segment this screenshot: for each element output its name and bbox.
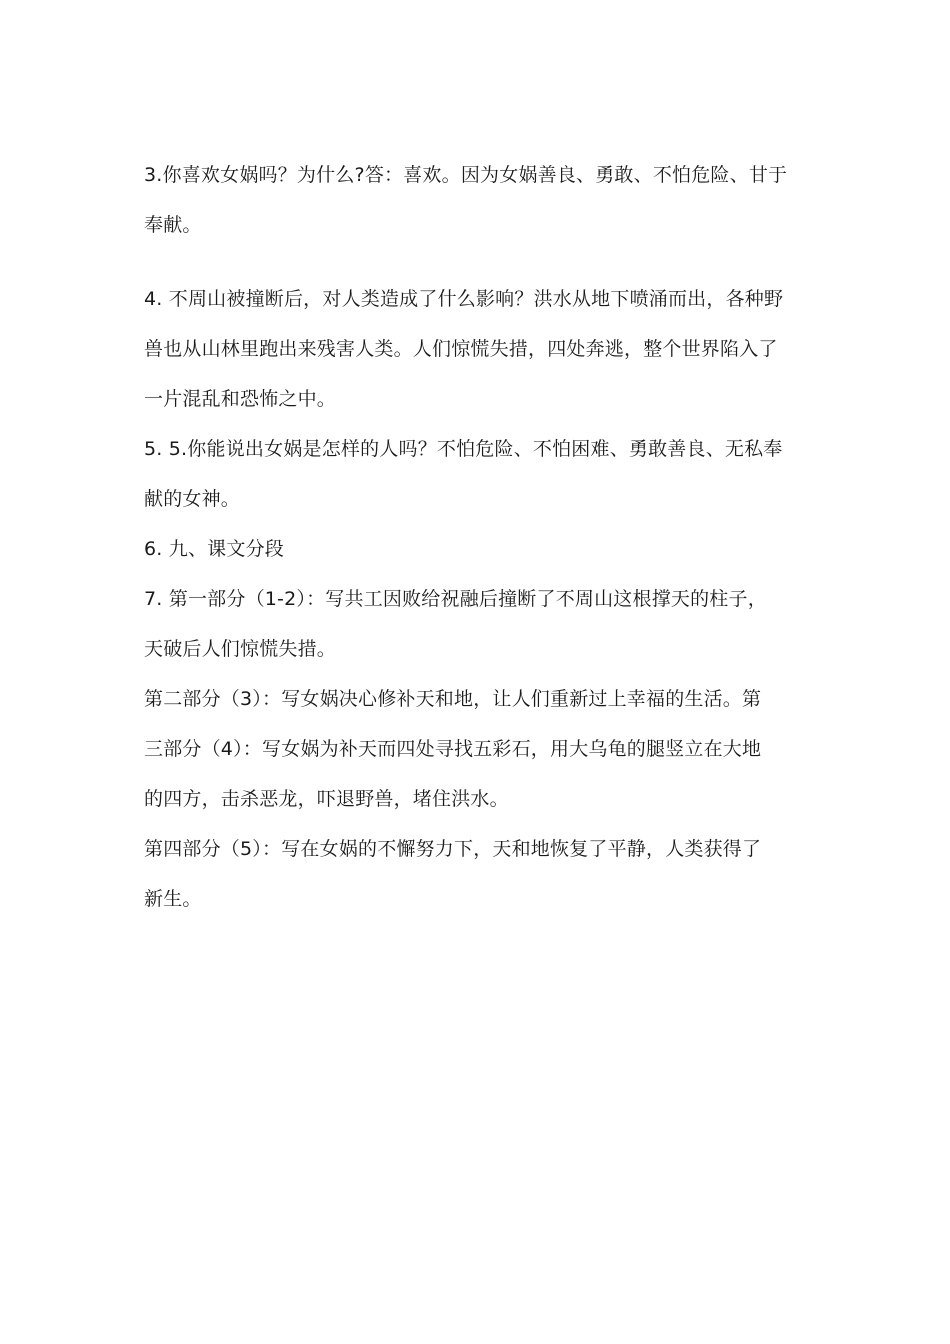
item7-line-1: 7. 第一部分（1-2）：写共工因败给祝融后撞断了不周山这根撑天的柱子， [144,588,767,610]
q4-line-2: 兽也从山林里跑出来残害人类。人们惊慌失措，四处奔逃，整个世界陷入了 [144,338,778,360]
q4-line-3: 一片混乱和恐怖之中。 [144,388,337,410]
item7-line-2: 天破后人们惊慌失措。 [144,638,337,660]
q5-line-1: 5. 5.你能说出女娲是怎样的人吗？不怕危险、不怕困难、勇敢善良、无私奉 [144,438,783,460]
part3-line-2: 的四方，击杀恶龙，吓退野兽，堵住洪水。 [144,788,509,810]
item6-heading: 6. 九、课文分段 [144,538,284,560]
q3-line-2: 奉献。 [144,214,202,236]
part4-line-2: 新生。 [144,888,202,910]
q4-line-1: 4. 不周山被撞断后，对人类造成了什么影响？洪水从地下喷涌而出，各种野 [144,288,784,310]
q5-line-2: 献的女神。 [144,488,241,510]
part2-line-1: 第二部分（3）：写女娲决心修补天和地，让人们重新过上幸福的生活。第 [144,688,762,710]
part4-line-1: 第四部分（5）：写在女娲的不懈努力下，天和地恢复了平静，人类获得了 [144,838,762,860]
part3-line-1: 三部分（4）：写女娲为补天而四处寻找五彩石，用大乌龟的腿竖立在大地 [144,738,762,760]
q3-line-1: 3.你喜欢女娲吗？为什么?答：喜欢。因为女娲善良、勇敢、不怕危险、甘于 [144,164,788,186]
